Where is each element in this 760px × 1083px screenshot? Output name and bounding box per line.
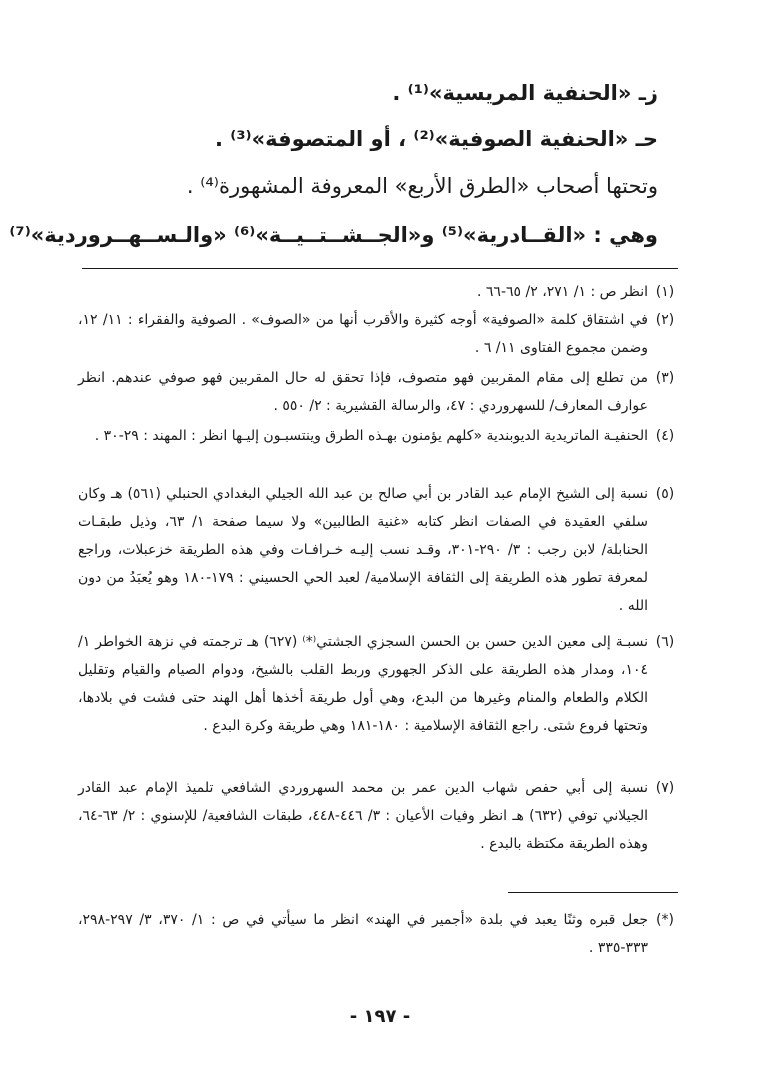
footnote-text: من تطلع إلى مقام المقربين فهو متصوف، فإذا تحقق له حال المقربين فهو صوفي عندهم. انظر عوارف المعارف/ للسهروردي : ٤٧، والرسالة القشيرية : ٢/ ٥٥٠ .: [78, 370, 648, 414]
footnote-5: [78, 480, 678, 620]
footnote-4: [78, 422, 678, 450]
footnote-number: (٣): [655, 370, 675, 386]
main-line-wahiya: وهي : «القــادرية»⁽⁵⁾ و«الجــشــتــيــة»⁽⁶⁾ «والـســهــروردية»⁽⁷⁾: [9, 223, 658, 247]
footnote-text: الحنفيـة الماتريدية الديوبندية «كلهم يؤمنون بهـذه الطرق وينتسبـون إليـها انظر : المهند : ٢٩-٣٠ .: [94, 428, 648, 444]
footnote-number: (٤): [655, 428, 675, 444]
page-number: - ١٩٧ -: [349, 1006, 411, 1027]
footnote-2: [78, 306, 678, 362]
asterisk-footnote: [78, 906, 678, 962]
footnote-text: نسبـة إلى معين الدين حسن بن الحسن السجزي الجشتي⁽*⁾ (٦٢٧) هـ ترجمته في نزهة الخواطر ١/ ١٠٤، ومدار هذه الطريقة على الذكر الجهوري وربط القلب بالشيخ، ودوام الصيام والقيام وتقليل الكلام والطعام والمنام وغيرها من البدع، وهي أول طريقة أخذها أهل الهند حتى فشت في بلادها، وتحتها فروع شتى. راجع الثقافة الإسلامية : ١٨٠-١٨١ وهي طريقة وكرة البدع .: [78, 634, 648, 734]
footnote-3: [78, 364, 678, 420]
footnote-number: (٢): [655, 312, 675, 328]
footnote-number: (١): [655, 284, 675, 300]
footnote-text: نسبة إلى أبي حفص شهاب الدين عمر بن محمد السهروردي الشافعي تلميذ الإمام عبد القادر الجيلاني توفي (٦٣٢) هـ انظر وفيات الأعيان : ٣/ ٤٤٦-٤٤٨، طبقات الشافعية/ للإسنوي : ٢/ ٦٣-٦٤، وهذه الطريقة مكتظة بالبدع .: [78, 780, 649, 852]
footnote-text: انظر ص : ١/ ٢٧١، ٢/ ٦٥-٦٦ .: [477, 284, 648, 300]
footnote-6: [78, 628, 678, 740]
main-line-tahtaha: وتحتها أصحاب «الطرق الأربع» المعروفة المشهورة⁽⁴⁾ .: [186, 174, 658, 198]
footnote-number: (٦): [655, 634, 675, 650]
footnote-number: (*): [656, 912, 674, 928]
footnote-separator: [82, 268, 678, 269]
footnote-text: جعل قبره وثنًا يعبد في بلدة «أجمير في الهند» انظر ما سيأتي في ص : ١/ ٣٧٠، ٣/ ٢٩٧-٢٩٨، ٣٣٣-٣٣٥ .: [78, 912, 649, 956]
main-line-h: حـ «الحنفية الصوفية»⁽²⁾ ، أو المتصوفة»⁽³⁾ .: [215, 127, 658, 151]
main-line-z: زـ «الحنفية المريسية»⁽¹⁾ .: [392, 81, 658, 105]
footnote-1: [78, 278, 678, 306]
footnote-text: نسبة إلى الشيخ الإمام عبد القادر بن أبي صالح بن عبد الله الجيلي البغدادي الحنبلي (٥٦١) هـ وكان سلفي العقيدة في الصفات انظر كتابه «غنية الطالبين» ولا سيما صفحة ١/ ٦٣، وذيل طبقـات الحنابلة/ لابن رجب : ٣/ ٢٩٠-٣٠١، وقـد نسب إليـه خـرافـات وفي هذه الطريقة خزعبلات، وراجع لمعرفة تطور هذه الطريقة إلى الثقافة الإسلامية/ لعبد الحي الحسيني : ١٧٩-١٨٠ وهو يُعبَدُ من دون الله .: [78, 486, 649, 614]
footnote-text: في اشتقاق كلمة «الصوفية» أوجه كثيرة والأقرب أنها من «الصوف» . الصوفية والفقراء : ١١/ ١٢، وضمن مجموع الفتاوى ١١/ ٦ .: [78, 312, 648, 356]
footnote-number: (٥): [655, 486, 675, 502]
footnote-number: (٧): [655, 780, 675, 796]
footnote-7: [78, 774, 678, 858]
asterisk-note-separator: [508, 892, 678, 893]
